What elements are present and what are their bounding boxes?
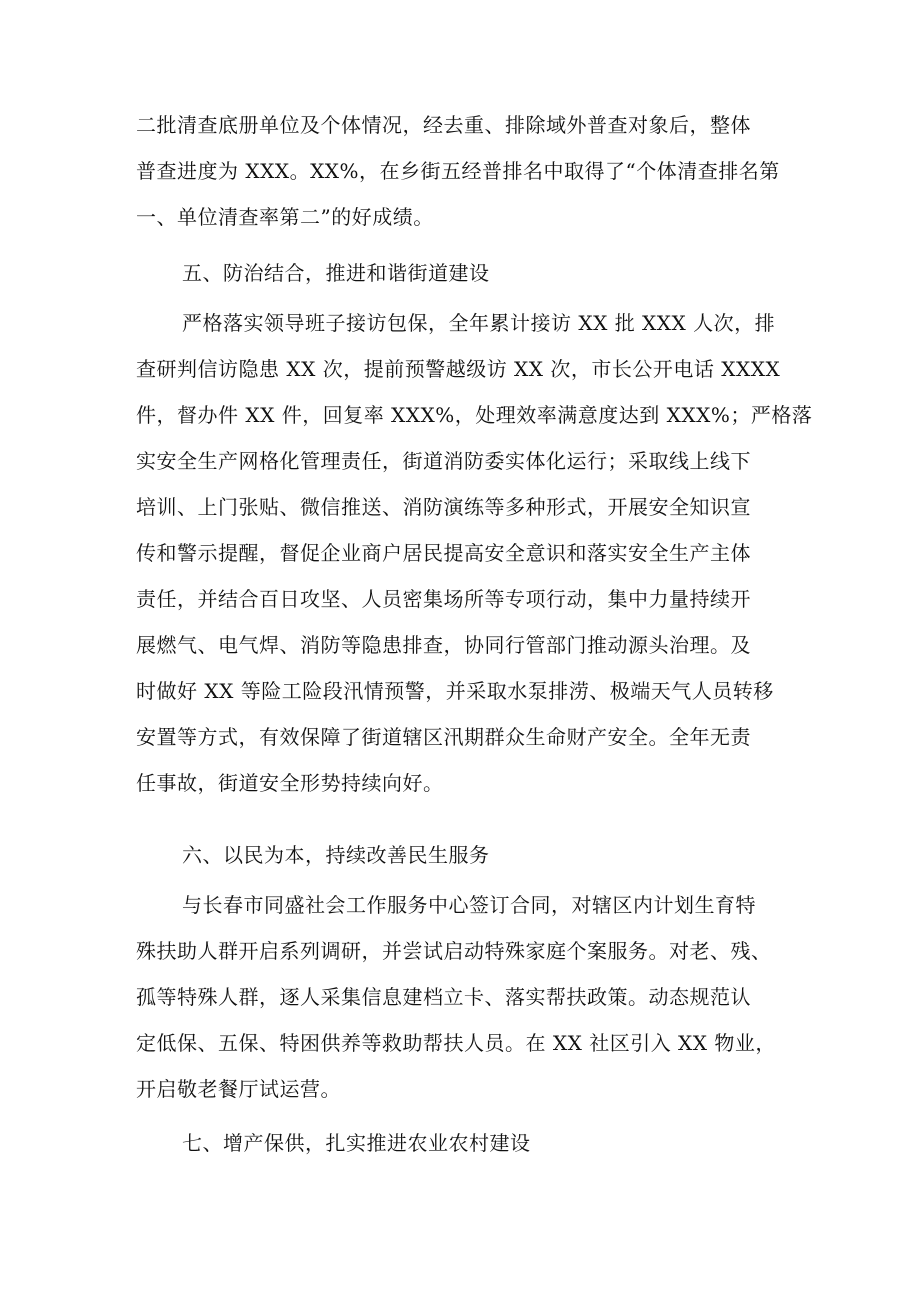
- heading-text: 七、增产保供，扎实推进农业农村建设: [182, 1131, 531, 1155]
- text-line: 责任，并结合百日攻坚、人员密集场所等专项行动，集中力量持续开: [136, 587, 751, 611]
- text-line: 时做好 XX 等险工险段汛情预警，并采取水泵排涝、极端天气人员转移: [136, 679, 774, 703]
- text-line: 定低保、五保、特困供养等救助帮扶人员。在 XX 社区引入 XX 物业，: [136, 1031, 776, 1055]
- text-line: 开启敬老餐厅试运营。: [136, 1077, 341, 1101]
- text-line: 实安全生产网格化管理责任，街道消防委实体化运行；采取线上线下: [136, 449, 751, 473]
- paragraph-census-progress: [136, 102, 796, 240]
- heading-text: 五、防治结合，推进和谐街道建设: [182, 261, 490, 285]
- text-line: 查研判信访隐患 XX 次，提前预警越级访 XX 次，市长公开电话 XXXX: [136, 357, 781, 381]
- text-line: 展燃气、电气焊、消防等隐患排查，协同行管部门推动源头治理。及: [136, 633, 751, 657]
- text-line: 一、单位清查率第二”的好成绩。: [136, 205, 434, 229]
- heading-text: 六、以民为本，持续改善民生服务: [182, 843, 490, 867]
- section-heading-5: [136, 250, 796, 296]
- text-line: 普查进度为 XXX。XX%，在乡街五经普排名中取得了“个体清查排名第: [136, 159, 780, 183]
- text-line: 件，督办件 XX 件，回复率 XXX%，处理效率满意度达到 XXX%；严格落: [136, 403, 813, 427]
- text-line: 安置等方式，有效保障了街道辖区汛期群众生命财产安全。全年无责: [136, 725, 751, 749]
- text-line: 与长春市同盛社会工作服务中心签订合同，对辖区内计划生育特: [182, 893, 756, 917]
- text-line: 任事故，街道安全形势持续向好。: [136, 771, 444, 795]
- text-line: 培训、上门张贴、微信推送、消防演练等多种形式，开展安全知识宣: [136, 495, 751, 519]
- text-line: 孤等特殊人群，逐人采集信息建档立卡、落实帮扶政策。动态规范认: [136, 985, 751, 1009]
- text-line: 二批清查底册单位及个体情况，经去重、排除域外普查对象后，整体: [136, 113, 751, 137]
- section-heading-7: [136, 1120, 796, 1166]
- paragraph-safety: [136, 300, 813, 806]
- section-heading-6: [136, 832, 796, 878]
- text-line: 传和警示提醒，督促企业商户居民提高安全意识和落实安全生产主体: [136, 541, 751, 565]
- text-line: 严格落实领导班子接访包保，全年累计接访 XX 批 XXX 人次，排: [182, 311, 776, 335]
- text-line: 殊扶助人群开启系列调研，并尝试启动特殊家庭个案服务。对老、残、: [136, 939, 772, 963]
- paragraph-livelihood: [136, 882, 796, 1112]
